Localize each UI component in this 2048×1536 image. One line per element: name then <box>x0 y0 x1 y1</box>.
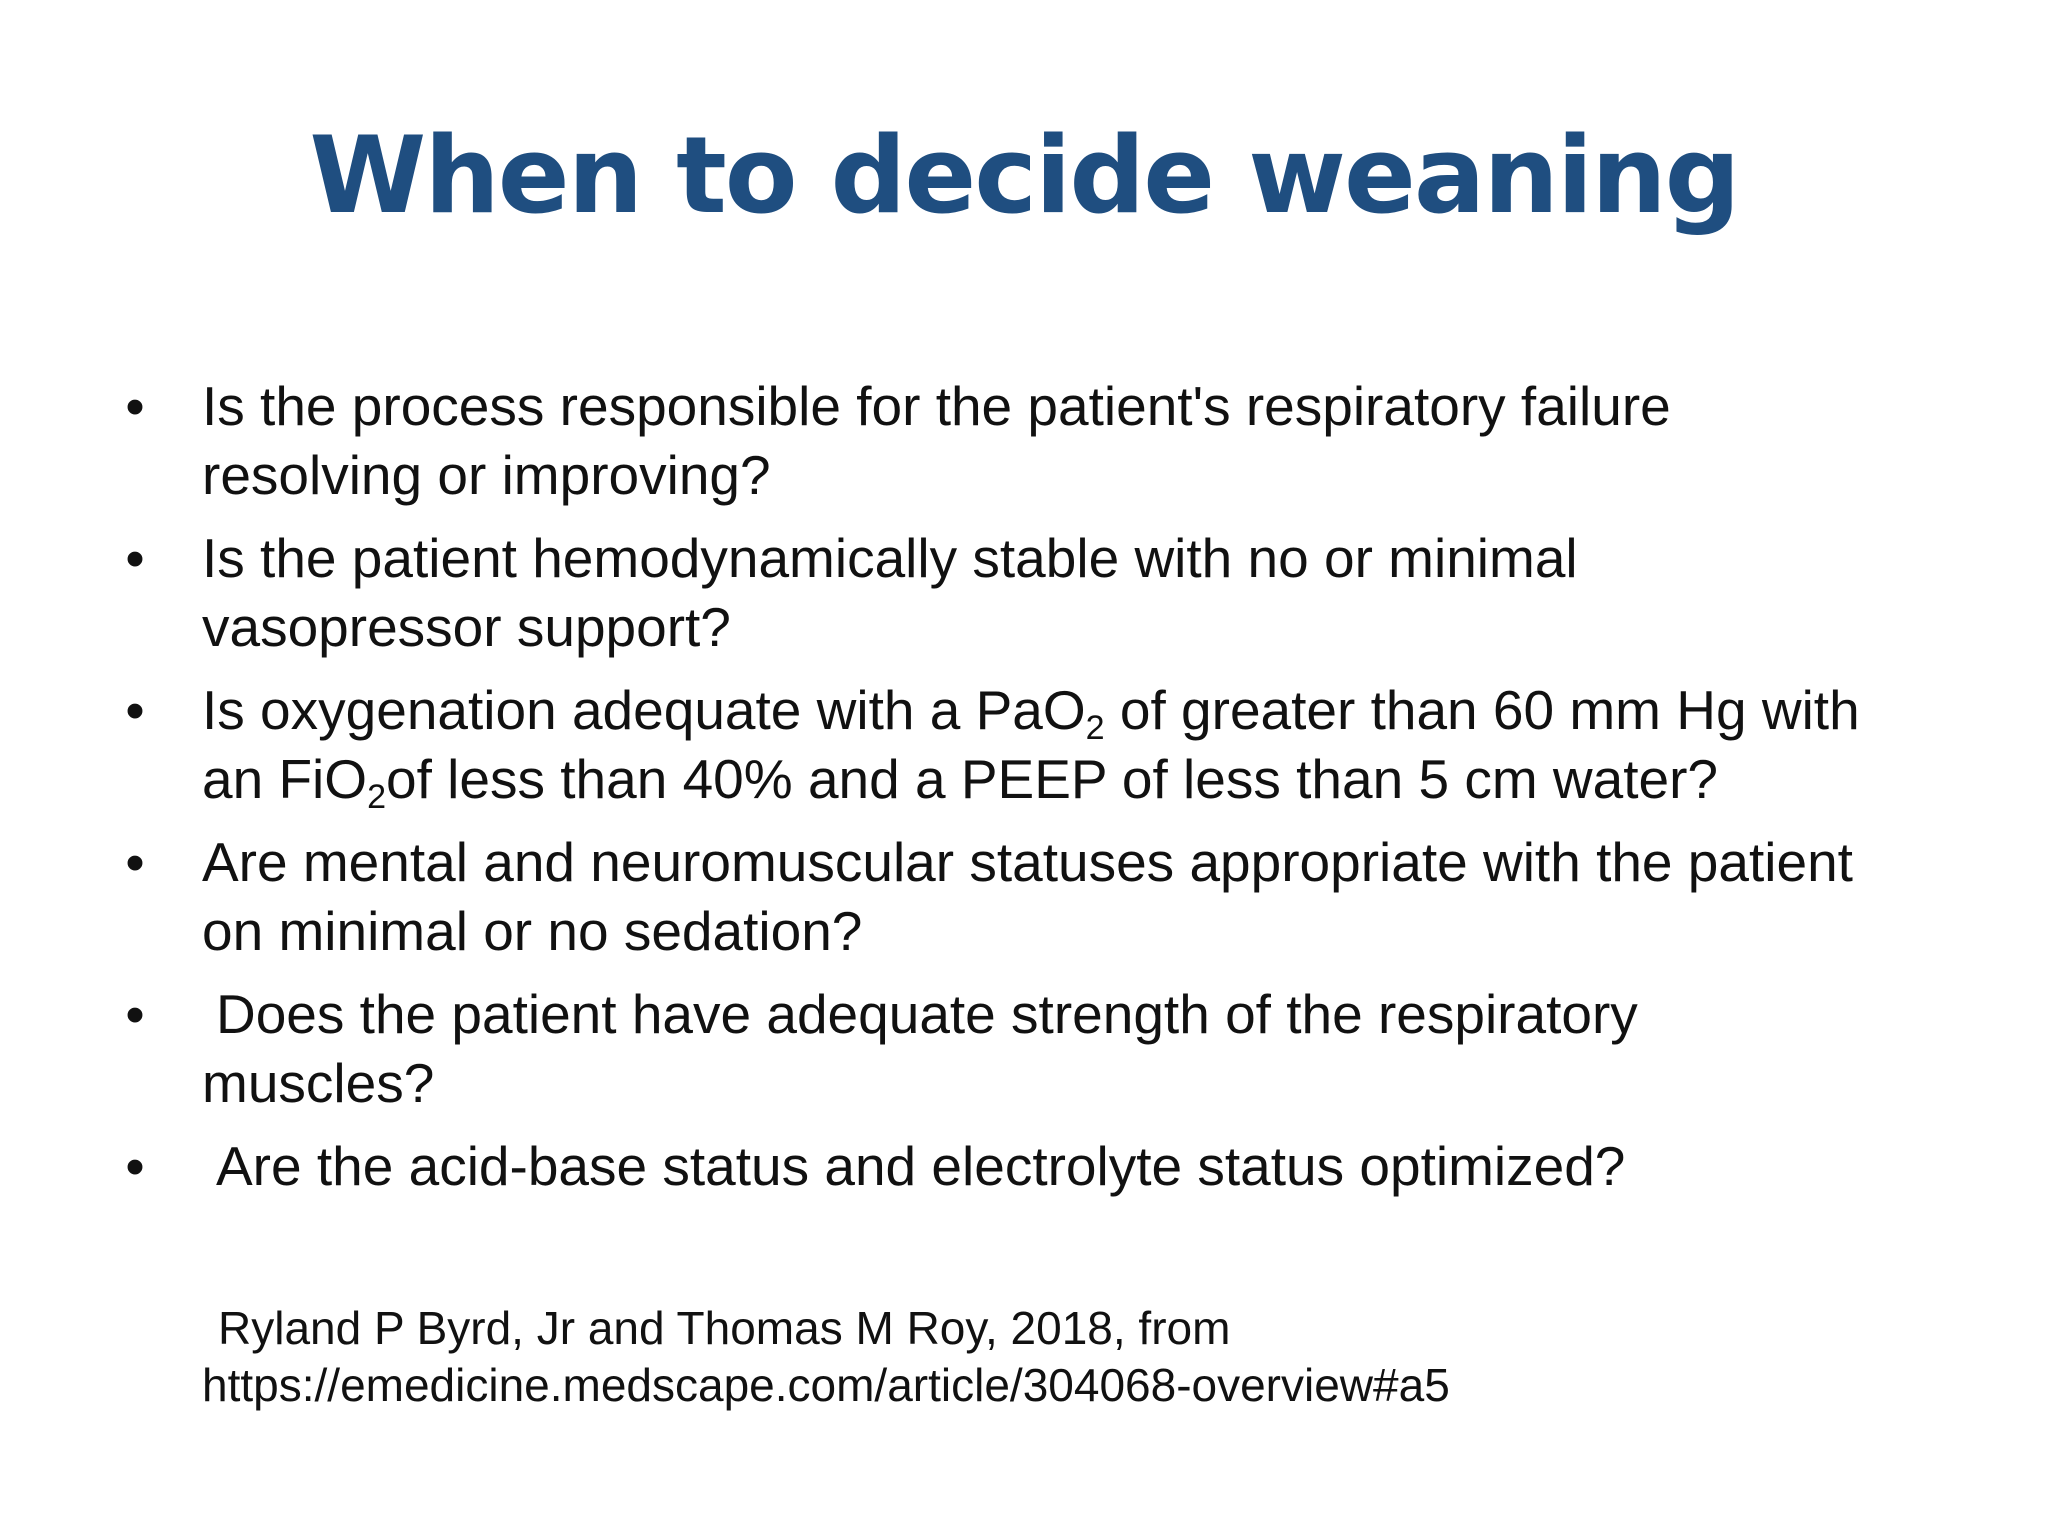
subscript: 2 <box>1085 709 1105 748</box>
bullet-text: Are mental and neuromuscular statuses appropriate with the patient on minimal or no sedation? <box>202 831 1853 962</box>
bullet-marker: • <box>125 375 145 437</box>
citation <box>202 1300 1702 1414</box>
bullet-item <box>120 1132 1940 1201</box>
subscript: 2 <box>367 778 387 817</box>
bullet-text-part: Is oxygenation adequate with a PaO <box>202 679 1086 741</box>
bullet-text: Is the process responsible for the patient's respiratory failure resolving or improving? <box>202 375 1671 506</box>
bullet-text: Does the patient have adequate strength of the respiratory muscles? <box>202 983 1638 1114</box>
bullet-text-part: of less than 40% and a PEEP of less than 5 cm water? <box>386 748 1718 810</box>
citation-authors: Ryland P Byrd, Jr and Thomas M Roy, 2018, from <box>218 1302 1231 1354</box>
bullet-list <box>120 372 1940 1215</box>
bullet-item <box>120 676 1940 817</box>
bullet-marker: • <box>125 527 145 589</box>
bullet-item <box>120 980 1940 1118</box>
citation-url: https://emedicine.medscape.com/article/304068-overview#a5 <box>202 1359 1450 1411</box>
bullet-text <box>202 679 1860 817</box>
bullet-item <box>120 524 1940 662</box>
bullet-text: Is the patient hemodynamically stable with no or minimal vasopressor support? <box>202 527 1578 658</box>
bullet-marker: • <box>125 983 145 1045</box>
bullet-marker: • <box>125 831 145 893</box>
bullet-item <box>120 828 1940 966</box>
bullet-marker: • <box>125 1135 145 1197</box>
bullet-marker: • <box>125 679 145 741</box>
bullet-text-part: of greater than 60 mm Hg with an FiO <box>202 679 1860 810</box>
bullet-item <box>120 372 1940 510</box>
bullet-text: Are the acid-base status and electrolyte status optimized? <box>216 1135 1626 1197</box>
slide-title: When to decide weaning <box>309 114 1739 237</box>
